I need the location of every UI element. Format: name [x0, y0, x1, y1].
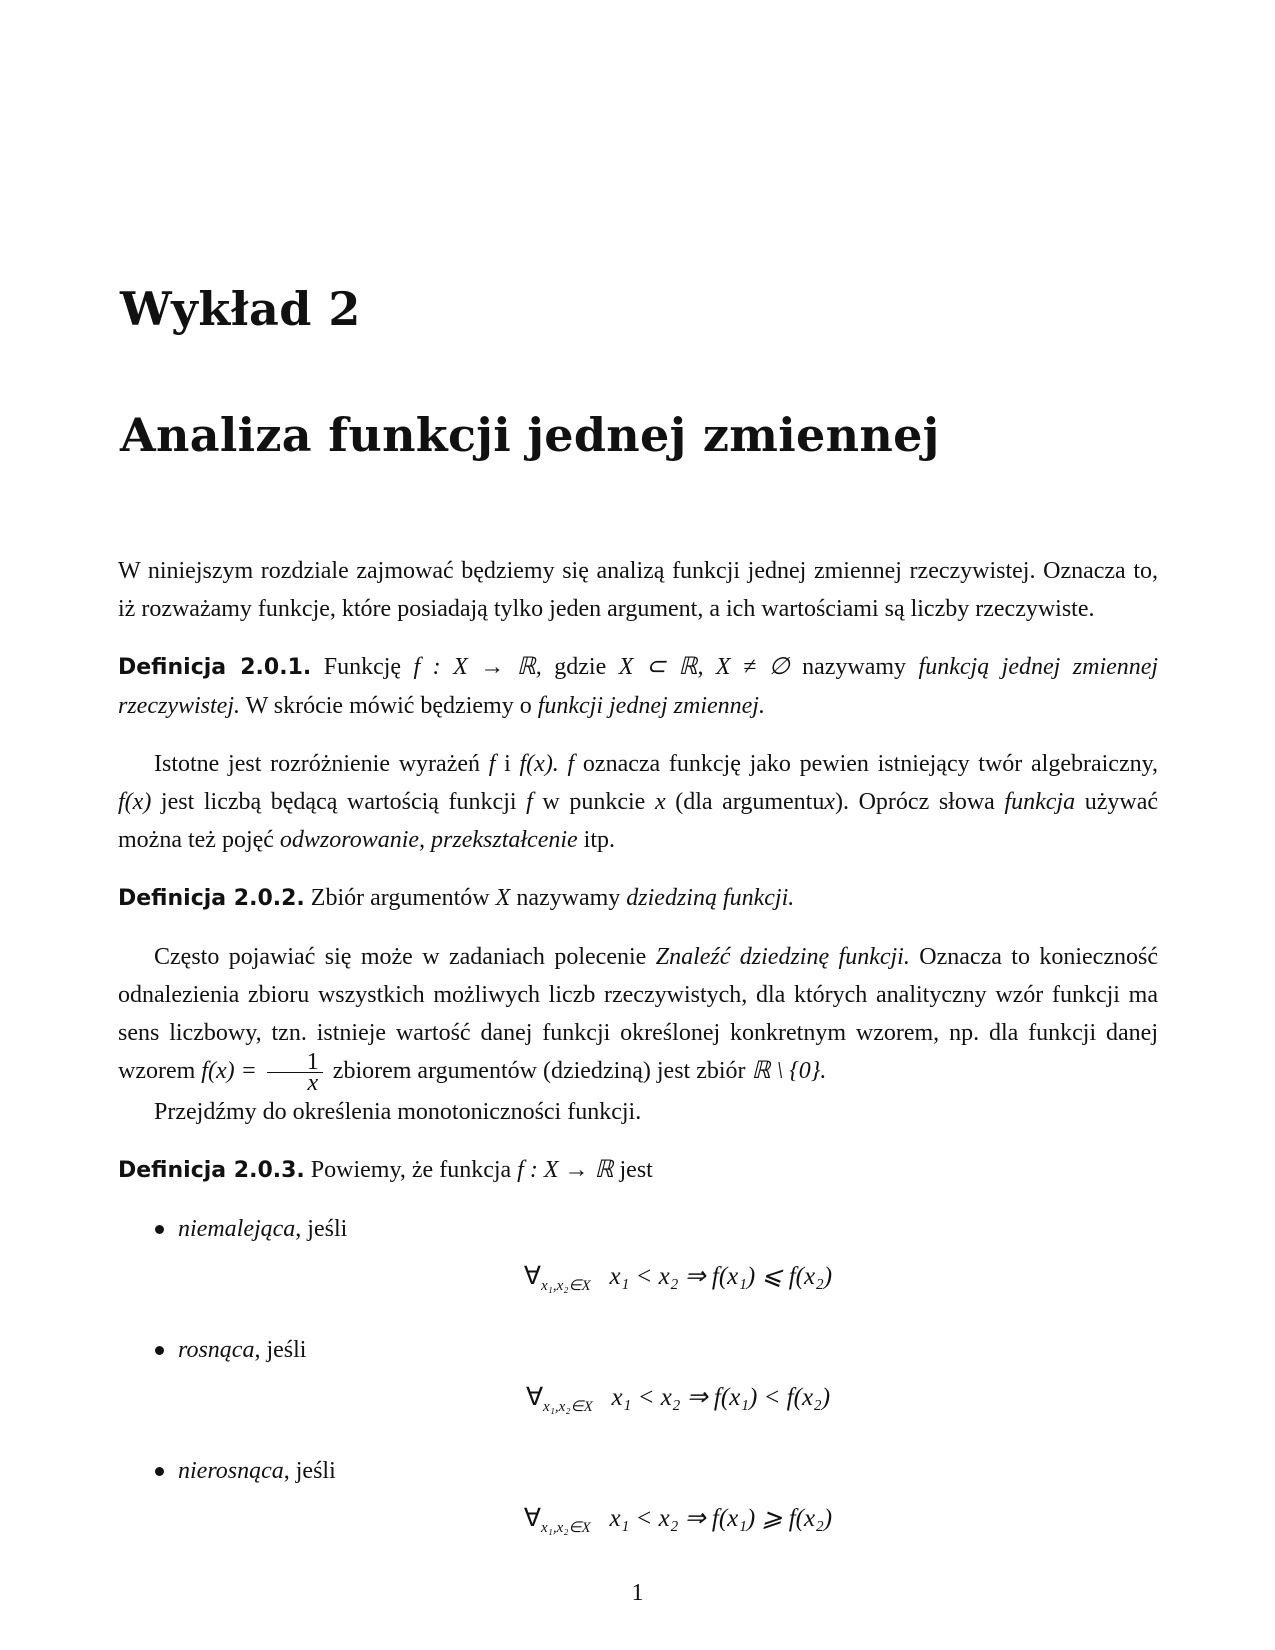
- list-item: [118, 1452, 1158, 1547]
- fraction-numerator: 1: [267, 1052, 323, 1073]
- paragraph-notation: [118, 745, 1158, 859]
- text: itp.: [583, 827, 616, 853]
- emphasis: funkcja: [1004, 789, 1076, 815]
- text: Często pojawiać się może w zadaniach polecenie: [154, 944, 647, 970]
- text: zbiorem argumentów (dziedziną) jest zbiór: [332, 1058, 746, 1085]
- text: W skrócie mówić będziemy o: [245, 693, 532, 719]
- math: f(x): [118, 789, 152, 815]
- fraction: [267, 1049, 323, 1096]
- text: Zbiór argumentów: [310, 885, 490, 911]
- text: , jeśli: [254, 1337, 307, 1363]
- text: Powiemy, że funkcja: [310, 1157, 512, 1183]
- body-text: [118, 552, 1158, 1573]
- emphasis: odwzorowanie, przekształcenie: [279, 827, 578, 853]
- paragraph-domain: [118, 938, 1158, 1096]
- math: f: [488, 751, 496, 777]
- math: f : X → ℝ,: [413, 654, 542, 680]
- formula-body: x₁ < x₂ ⇒ f(x₁) ⩽ f(x₂): [609, 1263, 833, 1290]
- text: jest liczbą będącą wartością funkcji: [160, 789, 517, 815]
- text: (dla argumentu: [675, 789, 825, 815]
- chapter-heading: Wykład 2: [120, 282, 361, 336]
- text: jest: [619, 1157, 653, 1183]
- list-item: [118, 1210, 1158, 1305]
- math: X: [495, 885, 511, 911]
- definition-label: Definicja 2.0.2.: [118, 886, 305, 911]
- math: x: [824, 789, 835, 815]
- text: ). Oprócz słowa: [835, 789, 995, 815]
- page-number: 1: [631, 1580, 644, 1606]
- quantifier-subscript: x₁,x₂∈X: [541, 1520, 591, 1536]
- definition-label: Definicja 2.0.1.: [118, 655, 312, 680]
- definition-2-0-3: [118, 1151, 1158, 1190]
- quantifier-subscript: x₁,x₂∈X: [541, 1278, 591, 1294]
- math: f : X → ℝ: [517, 1157, 614, 1183]
- definition-2-0-1: [118, 648, 1158, 725]
- quantifier: ∀: [525, 1384, 544, 1411]
- quantifier: ∀: [523, 1505, 541, 1532]
- emphasis: funkcji jednej zmiennej.: [537, 693, 765, 719]
- math: X ⊂ ℝ, X ≠ ∅: [618, 654, 790, 680]
- math: f: [526, 789, 533, 815]
- quantifier: ∀: [523, 1263, 541, 1290]
- text: nazywamy: [516, 885, 621, 911]
- monotonicity-list: [118, 1210, 1158, 1547]
- term: niemalejąca: [178, 1216, 296, 1242]
- definition-label: Definicja 2.0.3.: [118, 1158, 305, 1183]
- text: , jeśli: [283, 1458, 336, 1484]
- text: gdzie: [554, 654, 607, 680]
- math: ℝ \ {0}.: [751, 1058, 827, 1085]
- quantifier-subscript: x₁,x₂∈X: [543, 1399, 593, 1415]
- text: nazywamy: [802, 654, 907, 680]
- math: f: [567, 751, 575, 777]
- emphasis: dziedziną funkcji.: [626, 885, 795, 911]
- chapter-title: Analiza funkcji jednej zmiennej: [120, 408, 940, 462]
- fraction-denominator: x: [307, 1070, 319, 1096]
- formula-body: x₁ < x₂ ⇒ f(x₁) ⩾ f(x₂): [609, 1505, 833, 1532]
- formula: [178, 1258, 1158, 1305]
- definition-2-0-2: [118, 879, 1158, 918]
- text: używać można też pojęć: [118, 789, 1158, 853]
- formula: [178, 1500, 1158, 1547]
- paragraph-monotonicity: Przejdźmy do określenia monotoniczności funkcji.: [154, 1099, 642, 1125]
- term: rosnąca: [178, 1337, 255, 1363]
- list-item: [118, 1331, 1158, 1426]
- text: , jeśli: [295, 1216, 348, 1242]
- math: x: [654, 789, 666, 815]
- emphasis: funkcją jednej zmiennej rzeczywistej.: [118, 654, 1159, 719]
- formula: [178, 1379, 1158, 1426]
- text: Funkcję: [323, 654, 402, 680]
- text: oznacza funkcję jako pewien istniejący twór algebraiczny,: [582, 751, 1159, 777]
- emphasis: Znaleźć dziedzinę funkcji.: [655, 944, 910, 970]
- formula-body: x₁ < x₂ ⇒ f(x₁) < f(x₂): [611, 1384, 831, 1411]
- math: f(x).: [519, 751, 559, 777]
- text: w punkcie: [542, 789, 646, 815]
- text: Oznacza to konieczność odnalezienia zbioru wszystkich możliwych liczb rzeczywistych, dla których analityczny wzór funkcji ma sens liczbowy, tzn. istnieje wartość danej funkcji określonej konkretnym wzorem, np. dla funkcji danej wzorem: [118, 944, 1158, 1085]
- text: Istotne jest rozróżnienie wyrażeń: [154, 751, 480, 777]
- text: i: [504, 751, 511, 777]
- intro-paragraph: W niniejszym rozdziale zajmować będziemy się analizą funkcji jednej zmiennej rzeczywistej. Oznacza to, iż rozważamy funkcje, które posiadają tylko jeden argument, a ich wartościami są liczby rzeczywiste.: [118, 558, 1158, 622]
- term: nierosnąca: [178, 1458, 284, 1484]
- math: f(x) =: [201, 1058, 257, 1085]
